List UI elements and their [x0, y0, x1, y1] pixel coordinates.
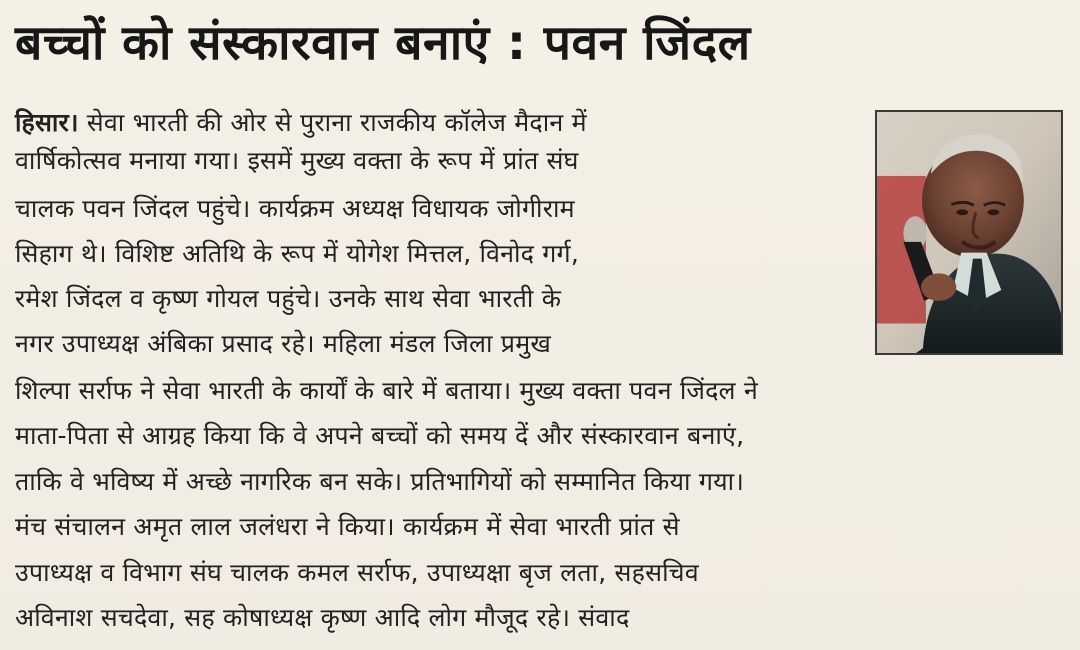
article-line-6: नगर उपाध्यक्ष अंबिका प्रसाद रहे। महिला मंडल जिला प्रमुख — [15, 329, 552, 358]
article-line-5: रमेश जिंदल व कृष्ण गोयल पहुंचे। उनके साथ सेवा भारती के — [15, 284, 562, 313]
article-line-11: उपाध्यक्ष व विभाग संघ चालक कमल सर्राफ, उपाध्यक्षा बृज लता, सहसचिव — [15, 558, 699, 587]
article-line-12: अविनाश सचदेवा, सह कोषाध्यक्ष कृष्ण आदि लोग मौजूद रहे। संवाद — [15, 603, 630, 632]
article-line-9: ताकि वे भविष्य में अच्छे नागरिक बन सके। प्रतिभागियों को सम्मानित किया गया। — [15, 467, 744, 496]
speaker-photo — [875, 110, 1063, 355]
dateline: हिसार। — [15, 108, 79, 137]
article-line-4: सिहाग थे। विशिष्ट अतिथि के रूप में योगेश मित्तल, विनोद गर्ग, — [15, 239, 579, 268]
article-line-1-text: सेवा भारती की ओर से पुराना राजकीय कॉलेज मैदान में — [78, 108, 587, 137]
article-line-2: वार्षिकोत्सव मनाया गया। इसमें मुख्य वक्ता के रूप में प्रांत संघ — [15, 146, 579, 175]
article-line-10: मंच संचालन अमृत लाल जलंधरा ने किया। कार्यक्रम में सेवा भारती प्रांत से — [15, 512, 680, 541]
article-line-8: माता-पिता से आग्रह किया कि वे अपने बच्चों को समय दें और संस्कारवान बनाएं, — [15, 421, 745, 450]
article-line-3: चालक पवन जिंदल पहुंचे। कार्यक्रम अध्यक्ष विधायक जोगीराम — [15, 194, 575, 223]
headline: बच्चों को संस्कारवान बनाएं : पवन जिंदल — [15, 15, 751, 71]
article-line-1 — [15, 104, 587, 142]
article-line-7: शिल्पा सर्राफ ने सेवा भारती के कार्यों के बारे में बताया। मुख्य वक्ता पवन जिंदल ने — [15, 376, 758, 405]
